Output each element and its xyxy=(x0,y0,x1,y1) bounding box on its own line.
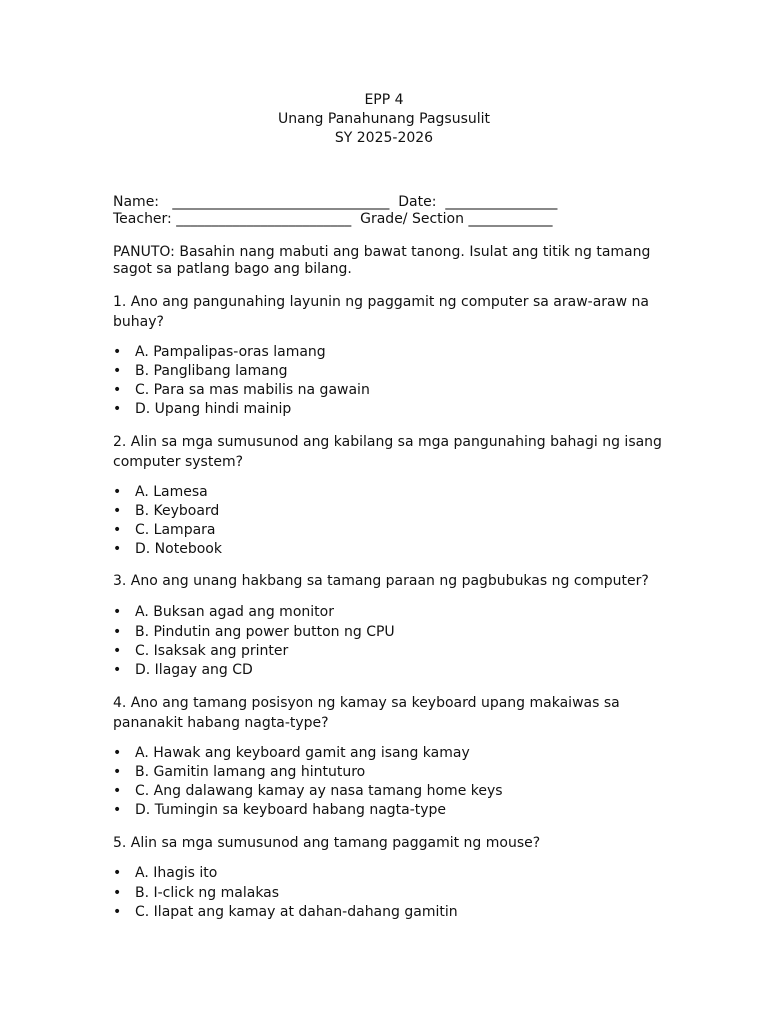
option-4d xyxy=(113,801,446,820)
name-date-line: Name: _______________________________ Date: ________________ xyxy=(113,194,558,210)
bullet-icon: • xyxy=(113,764,122,780)
option-text: D. Ilagay ang CD xyxy=(135,662,253,678)
option-2d xyxy=(113,540,222,559)
option-text: A. Ihagis ito xyxy=(135,865,218,881)
option-text: C. Ang dalawang kamay ay nasa tamang home keys xyxy=(135,783,503,799)
school-year: SY 2025-2026 xyxy=(334,130,434,146)
option-5b xyxy=(113,884,279,903)
bullet-icon: • xyxy=(113,662,122,678)
option-5a xyxy=(113,864,217,883)
bullet-icon: • xyxy=(113,541,122,557)
option-text: A. Lamesa xyxy=(135,484,208,500)
option-text: D. Notebook xyxy=(135,541,222,557)
subject-title: EPP 4 xyxy=(364,92,404,108)
question-3: 3. Ano ang unang hakbang sa tamang paraan ng pagbubukas ng computer? xyxy=(113,573,649,589)
option-2c xyxy=(113,521,216,540)
option-text: B. Panglibang lamang xyxy=(135,363,288,379)
bullet-icon: • xyxy=(113,401,122,417)
bullet-icon: • xyxy=(113,643,122,659)
option-text: A. Hawak ang keyboard gamit ang isang kamay xyxy=(135,745,470,761)
option-text: A. Pampalipas-oras lamang xyxy=(135,344,326,360)
option-3c xyxy=(113,642,288,661)
bullet-icon: • xyxy=(113,904,122,920)
question-1: 1. Ano ang pangunahing layunin ng paggamit ng computer sa araw-araw na buhay? xyxy=(113,294,649,330)
option-4b xyxy=(113,763,365,782)
option-text: D. Tumingin sa keyboard habang nagta-type xyxy=(135,802,447,818)
option-text: B. I-click ng malakas xyxy=(135,885,280,901)
bullet-icon: • xyxy=(113,745,122,761)
question-2: 2. Alin sa mga sumusunod ang kabilang sa mga pangunahing bahagi ng isang computer system? xyxy=(113,434,662,470)
option-text: A. Buksan agad ang monitor xyxy=(135,604,334,620)
question-4: 4. Ano ang tamang posisyon ng kamay sa keyboard upang makaiwas sa pananakit habang nagta-type? xyxy=(113,695,620,731)
bullet-icon: • xyxy=(113,783,122,799)
option-2b xyxy=(113,502,219,521)
option-3a xyxy=(113,603,334,622)
option-text: C. Lampara xyxy=(135,522,216,538)
option-2a xyxy=(113,483,208,502)
option-text: B. Gamitin lamang ang hintuturo xyxy=(135,764,366,780)
option-1b xyxy=(113,362,288,381)
option-4a xyxy=(113,744,470,763)
option-text: B. Keyboard xyxy=(135,503,220,519)
bullet-icon: • xyxy=(113,865,122,881)
option-text: C. Ilapat ang kamay at dahan-dahang gamitin xyxy=(135,904,458,920)
exam-title: Unang Panahunang Pagsusulit xyxy=(277,111,491,127)
bullet-icon: • xyxy=(113,802,122,818)
bullet-icon: • xyxy=(113,604,122,620)
option-1c xyxy=(113,381,370,400)
option-5c xyxy=(113,903,458,922)
bullet-icon: • xyxy=(113,382,122,398)
bullet-icon: • xyxy=(113,503,122,519)
option-text: C. Para sa mas mabilis na gawain xyxy=(135,382,370,398)
option-text: C. Isaksak ang printer xyxy=(135,643,289,659)
bullet-icon: • xyxy=(113,522,122,538)
teacher-section-line: Teacher: _________________________ Grade/ Section ____________ xyxy=(113,211,553,227)
bullet-icon: • xyxy=(113,624,122,640)
option-1a xyxy=(113,343,326,362)
option-1d xyxy=(113,400,291,419)
bullet-icon: • xyxy=(113,885,122,901)
bullet-icon: • xyxy=(113,344,122,360)
option-text: B. Pindutin ang power button ng CPU xyxy=(135,624,395,640)
bullet-icon: • xyxy=(113,484,122,500)
option-4c xyxy=(113,782,503,801)
option-3b xyxy=(113,623,395,642)
option-3d xyxy=(113,661,253,680)
bullet-icon: • xyxy=(113,363,122,379)
question-5: 5. Alin sa mga sumusunod ang tamang paggamit ng mouse? xyxy=(113,835,541,851)
option-text: D. Upang hindi mainip xyxy=(135,401,292,417)
instructions: PANUTO: Basahin nang mabuti ang bawat tanong. Isulat ang titik ng tamang sagot sa patlang bago ang bilang. xyxy=(113,244,651,277)
